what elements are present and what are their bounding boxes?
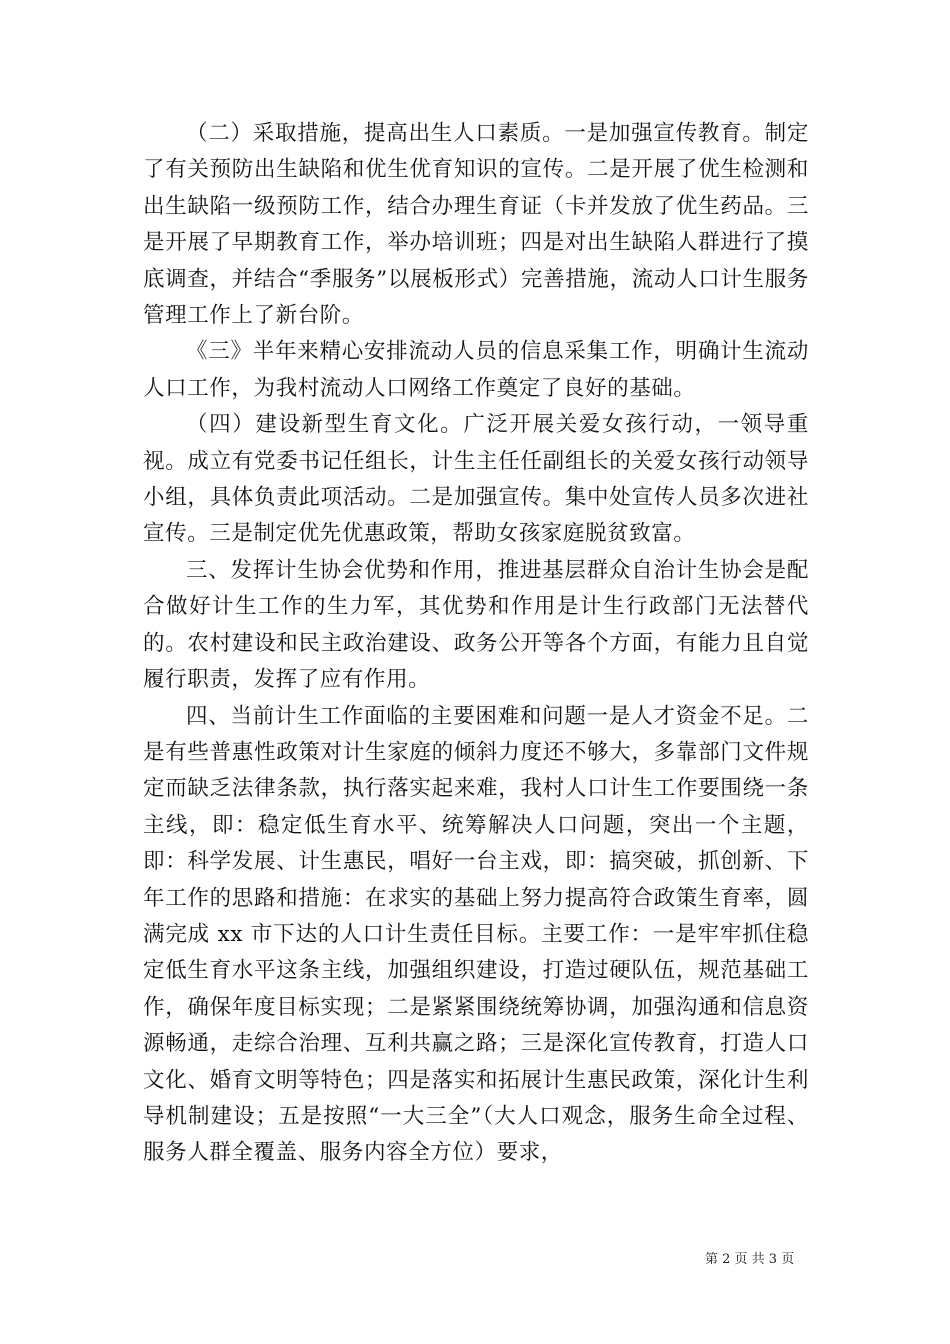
paragraph-difficulties-and-plans: 四、当前计生工作面临的主要困难和问题一是人才资金不足。二是有些普惠性政策对计生家庭的倾斜力度还不够大，多靠部门文件规定而缺乏法律条款，执行落实起来难，我村人口计生工作要围绕一条主线，即：稳定低生育水平、统筹解决人口问题，突出一个主题，即：科学发展、计生惠民，唱好一台主戏，即：搞突破，抓创新、下年工作的思路和措施：在求实的基础上努力提高符合政策生育率，圆满完成 xx 市下达的人口计生责任目标。主要工作：一是牢牢抓住稳定低生育水平这条主线，加强组织建设，打造过硬队伍，规范基础工作，确保年度目标实现；二是紧紧围绕统筹协调，加强沟通和信息资源畅通，走综合治理、互利共赢之路；三是深化宣传教育，打造人口文化、婚育文明等特色；四是落实和拓展计生惠民政策，深化计生利导机制建设；五是按照“一大三全”（大人口观念，服务生命全过程、服务人群全覆盖、服务内容全方位）要求，	[143, 703, 809, 1166]
paragraph-floating-population: 《三》半年来精心安排流动人员的信息采集工作，明确计生流动人口工作，为我村流动人口网络工作奠定了良好的基础。	[143, 339, 809, 401]
paragraph-measures-quality: （二）采取措施，提高出生人口素质。一是加强宣传教育。制定了有关预防出生缺陷和优生优育知识的宣传。二是开展了优生检测和出生缺陷一级预防工作，结合办理生育证（卡并发放了优生药品。三是开展了早期教育工作，举办培训班；四是对出生缺陷人群进行了摸底调查，并结合“季服务”以展板形式）完善措施，流动人口计生服务管理工作上了新台阶。	[143, 121, 809, 329]
page-number: 第 2 页 共 3 页	[705, 1252, 795, 1267]
document-body	[143, 116, 809, 1172]
paragraph-family-planning-association: 三、发挥计生协会优势和作用，推进基层群众自治计生协会是配合做好计生工作的生力军，其优势和作用是计生行政部门无法替代的。农村建设和民主政治建设、政务公开等各个方面，有能力且自觉履行职责，发挥了应有作用。	[143, 557, 809, 693]
paragraph-birth-culture: （四）建设新型生育文化。广泛开展关爱女孩行动，一领导重视。成立有党委书记任组长，计生主任任副组长的关爱女孩行动领导小组，具体负责此项活动。二是加强宣传。集中处宣传人员多次进社宣传。三是制定优先优惠政策，帮助女孩家庭脱贫致富。	[143, 412, 809, 547]
